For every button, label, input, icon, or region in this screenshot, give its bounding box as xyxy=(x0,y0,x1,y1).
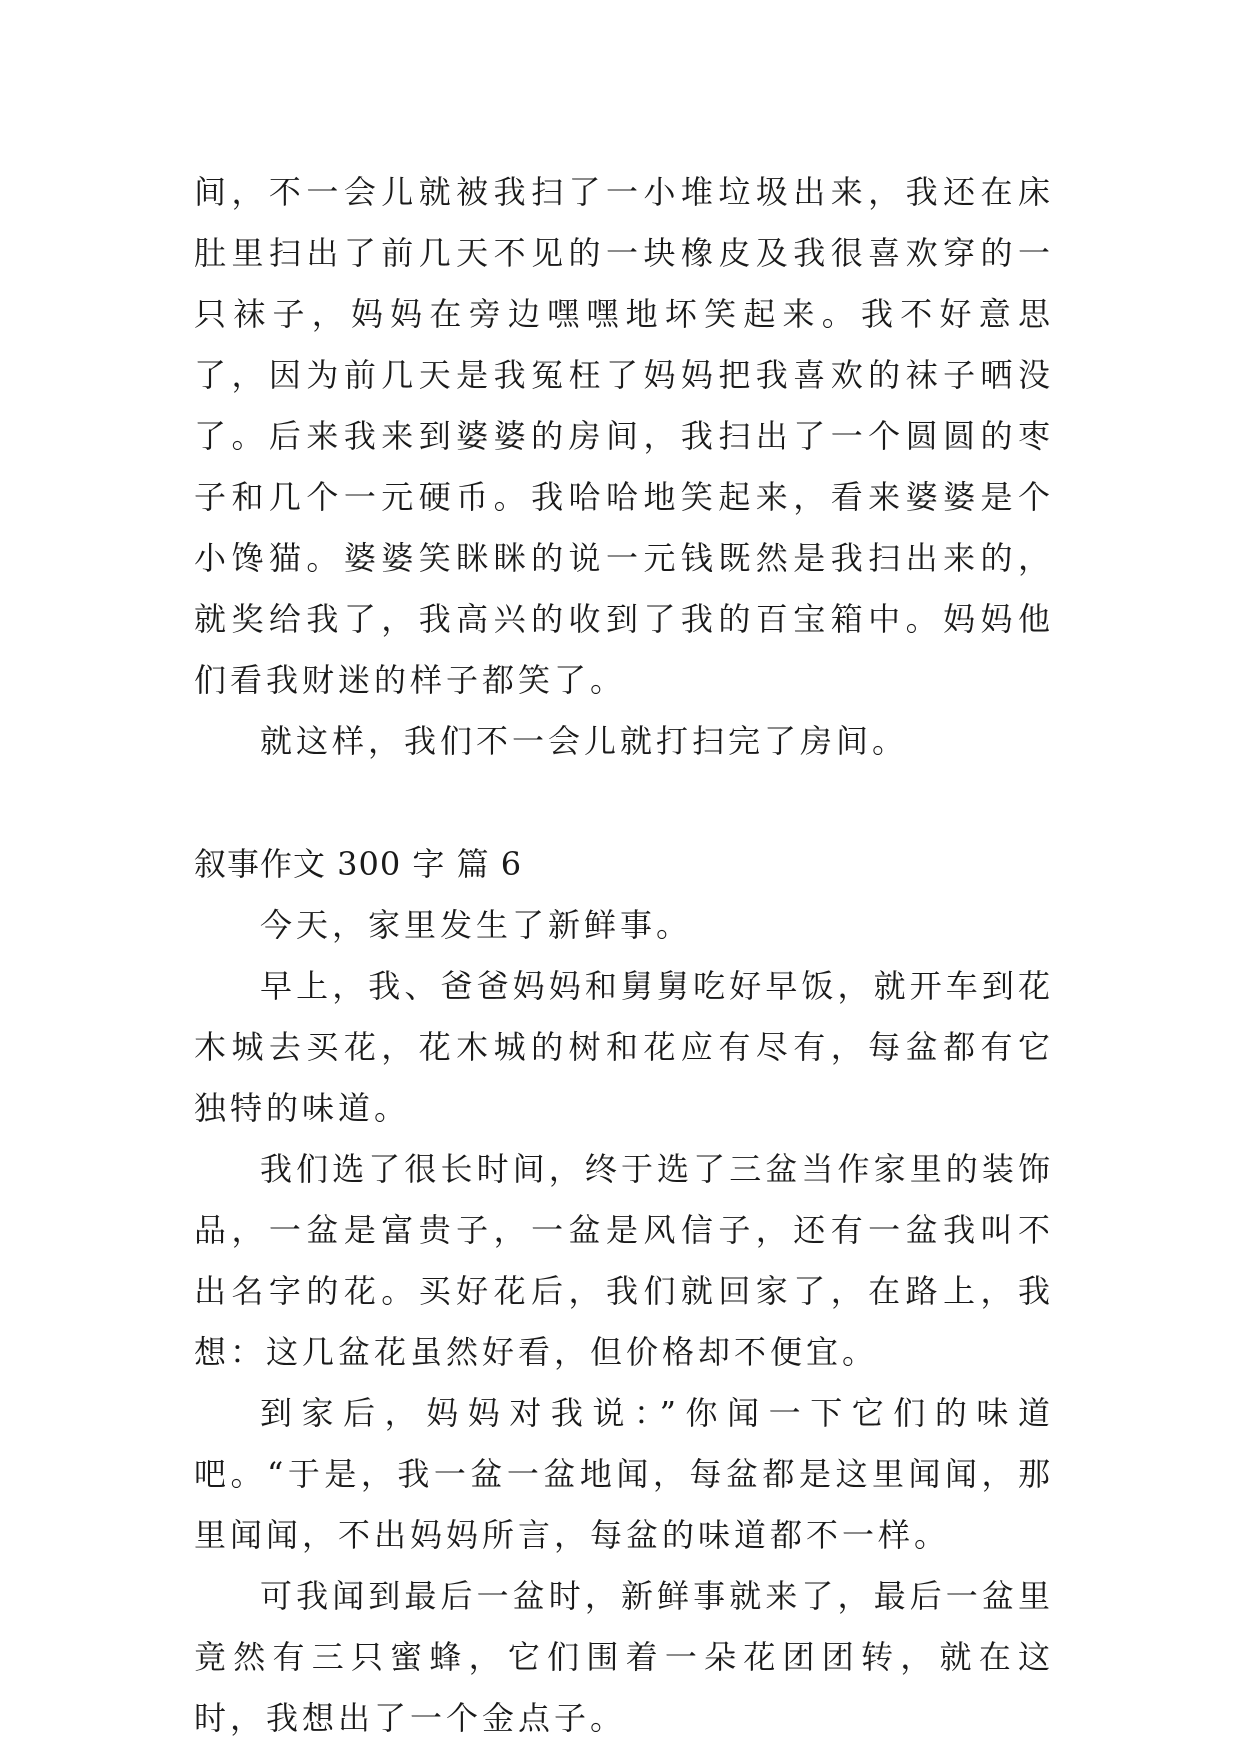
section-heading: 叙事作文 300 字 篇 6 xyxy=(194,845,523,883)
section-spacer xyxy=(194,772,1054,834)
paragraph-ending: 就这样，我们不一会儿就打扫完了房间。 xyxy=(260,722,909,760)
document-body xyxy=(194,162,1054,1749)
paragraph-5: 可我闻到最后一盆时，新鲜事就来了，最后一盆里竟然有三只蜜蜂，它们围着一朵花团团转，就在这时，我想出了一个金点子。 xyxy=(194,1577,1054,1737)
paragraph-continued: 间，不一会儿就被我扫了一小堆垃圾出来，我还在床肚里扫出了前几天不见的一块橡皮及我很喜欢穿的一只袜子，妈妈在旁边嘿嘿地坏笑起来。我不好意思了，因为前几天是我冤枉了妈妈把我喜欢的袜子晒没了。后来我来到婆婆的房间，我扫出了一个圆圆的枣子和几个一元硬币。我哈哈地笑起来，看来婆婆是个小馋猫。婆婆笑眯眯的说一元钱既然是我扫出来的，就奖给我了，我高兴的收到了我的百宝箱中。妈妈他们看我财迷的样子都笑了。 xyxy=(194,173,1054,699)
paragraph-3: 我们选了很长时间，终于选了三盆当作家里的装饰品，一盆是富贵子，一盆是风信子，还有一盆我叫不出名字的花。买好花后，我们就回家了，在路上，我想：这几盆花虽然好看，但价格却不便宜。 xyxy=(194,1150,1054,1371)
paragraph-2: 早上，我、爸爸妈妈和舅舅吃好早饭，就开车到花木城去买花，花木城的树和花应有尽有，每盆都有它独特的味道。 xyxy=(194,967,1054,1127)
paragraph-1: 今天，家里发生了新鲜事。 xyxy=(260,906,693,944)
paragraph-4: 到家后，妈妈对我说：”你闻一下它们的味道吧。“于是，我一盆一盆地闻，每盆都是这里闻闻，那里闻闻，不出妈妈所言，每盆的味道都不一样。 xyxy=(194,1394,1054,1554)
